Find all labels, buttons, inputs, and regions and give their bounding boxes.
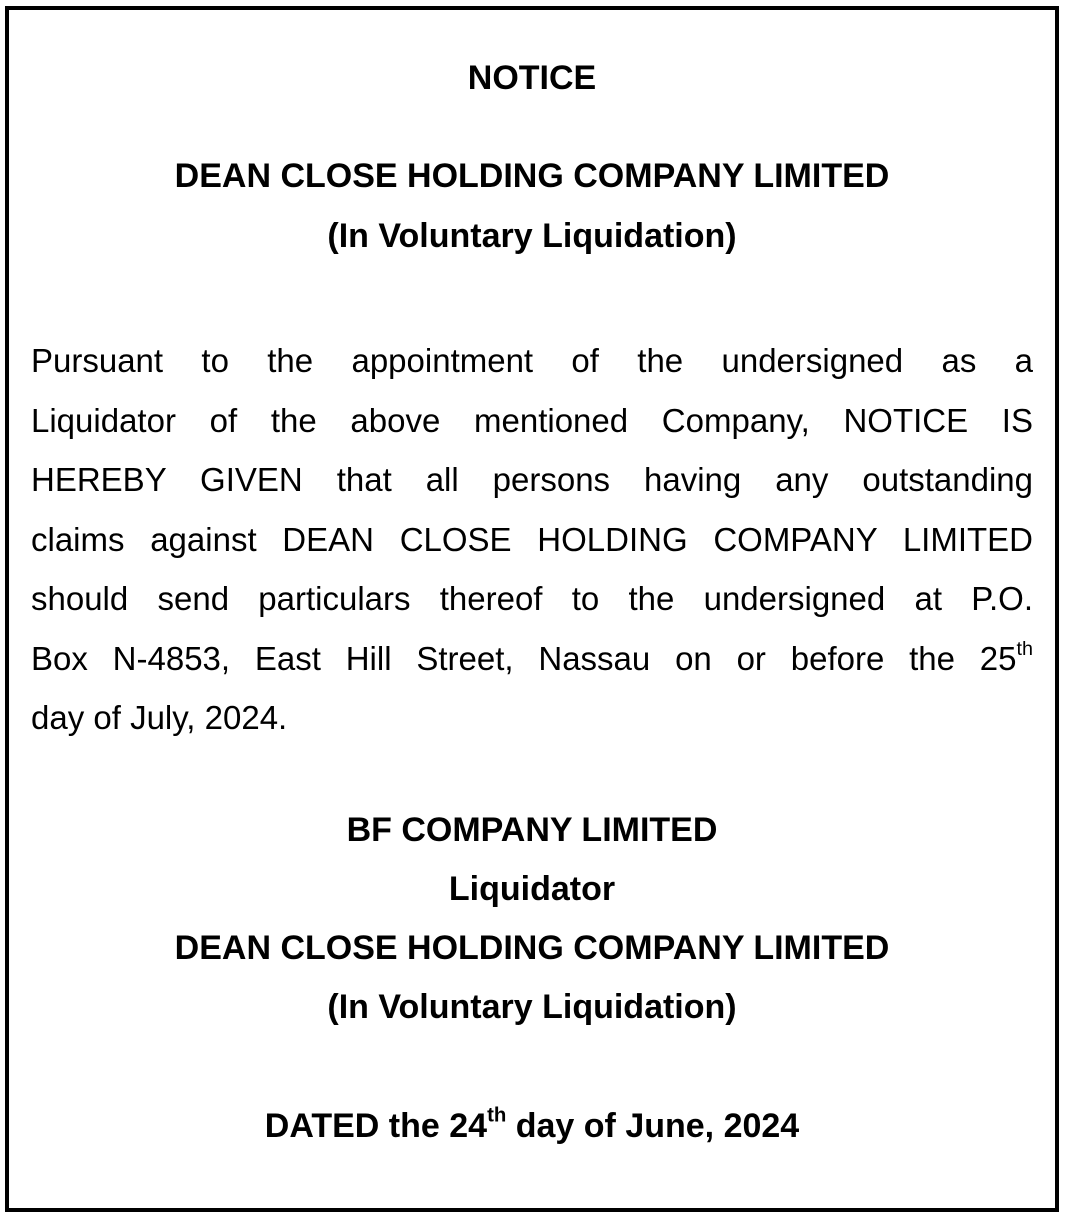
- body-line: day of July, 2024.: [31, 699, 288, 736]
- body-line: HEREBY GIVEN that all persons having any outstanding: [31, 461, 1033, 498]
- liquidator-company: BF COMPANY LIMITED: [346, 811, 718, 849]
- notice-heading: NOTICE: [467, 59, 597, 97]
- body-line: claims against DEAN CLOSE HOLDING COMPANY LIMITED: [31, 520, 1033, 558]
- body-line: Pursuant to the appointment of the undersigned as a: [31, 342, 1033, 379]
- signature-liquidation-status: (In Voluntary Liquidation): [327, 988, 737, 1026]
- notice-border: [5, 6, 1059, 1212]
- notice-body: [31, 331, 1033, 748]
- deadline-ordinal-suffix: th: [1016, 637, 1033, 660]
- company-name-heading: DEAN CLOSE HOLDING COMPANY LIMITED: [174, 157, 890, 195]
- body-line-deadline: [31, 629, 1033, 689]
- liquidator-role: Liquidator: [448, 870, 616, 908]
- signature-company-name: DEAN CLOSE HOLDING COMPANY LIMITED: [174, 929, 890, 967]
- dated-line: [9, 1106, 1055, 1146]
- body-line: Liquidator of the above mentioned Company, NOTICE IS: [31, 401, 1033, 439]
- deadline-text: Box N-4853, East Hill Street, Nassau on or before the 25: [31, 639, 1017, 677]
- body-line: should send particulars thereof to the undersigned at P.O.: [31, 580, 1033, 617]
- dated-suffix: day of June, 2024: [506, 1107, 800, 1145]
- liquidation-status-heading: (In Voluntary Liquidation): [327, 217, 737, 255]
- dated-ordinal-suffix: th: [487, 1104, 507, 1127]
- dated-prefix: DATED the 24: [264, 1107, 488, 1145]
